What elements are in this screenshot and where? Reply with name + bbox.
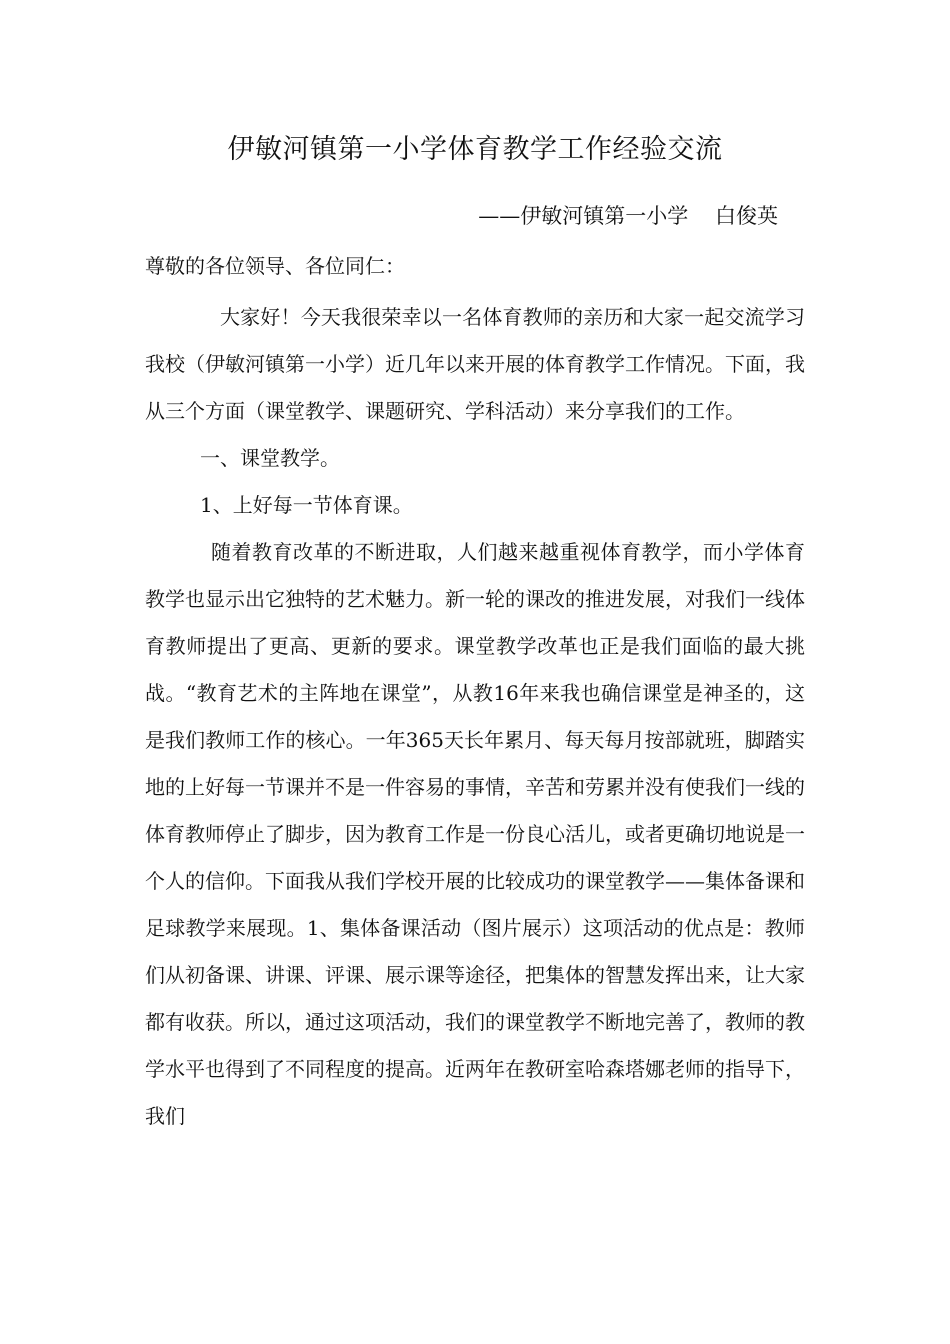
greeting-line: 尊敬的各位领导、各位同仁： bbox=[145, 254, 405, 278]
document-title: 伊敏河镇第一小学体育教学工作经验交流 bbox=[227, 134, 723, 165]
subsection-heading-pe-class: 1、上好每一节体育课。 bbox=[200, 493, 413, 517]
document-body bbox=[145, 294, 805, 1140]
author-byline: ——伊敏河镇第一小学 白俊英 bbox=[478, 204, 778, 228]
section-heading-classroom-teaching: 一、课堂教学。 bbox=[200, 446, 340, 470]
paragraph-intro: 大家好！今天我很荣幸以一名体育教师的亲历和大家一起交流学习我校（伊敏河镇第一小学）近几年以来开展的体育教学工作情况。下面，我从三个方面（课堂教学、课题研究、学科活动）来分享我们的工作。 bbox=[145, 305, 805, 423]
paragraph-body: 随着教育改革的不断进取，人们越来越重视体育教学，而小学体育教学也显示出它独特的艺术魅力。新一轮的课改的推进发展，对我们一线体育教师提出了更高、更新的要求。课堂教学改革也正是我们面临的最大挑战。“教育艺术的主阵地在课堂”，从教16年来我也确信课堂是神圣的，这是我们教师工作的核心。一年365天长年累月、每天每月按部就班，脚踏实地的上好每一节课并不是一件容易的事情，辛苦和劳累并没有使我们一线的体育教师停止了脚步，因为教育工作是一份良心活儿，或者更确切地说是一个人的信仰。下面我从我们学校开展的比较成功的课堂教学——集体备课和足球教学来展现。1、集体备课活动（图片展示）这项活动的优点是：教师们从初备课、讲课、评课、展示课等途径，把集体的智慧发挥出来，让大家都有收获。所以，通过这项活动，我们的课堂教学不断地完善了，教师的教学水平也得到了不同程度的提高。近两年在教研室哈森塔娜老师的指导下，我们 bbox=[145, 540, 805, 1128]
